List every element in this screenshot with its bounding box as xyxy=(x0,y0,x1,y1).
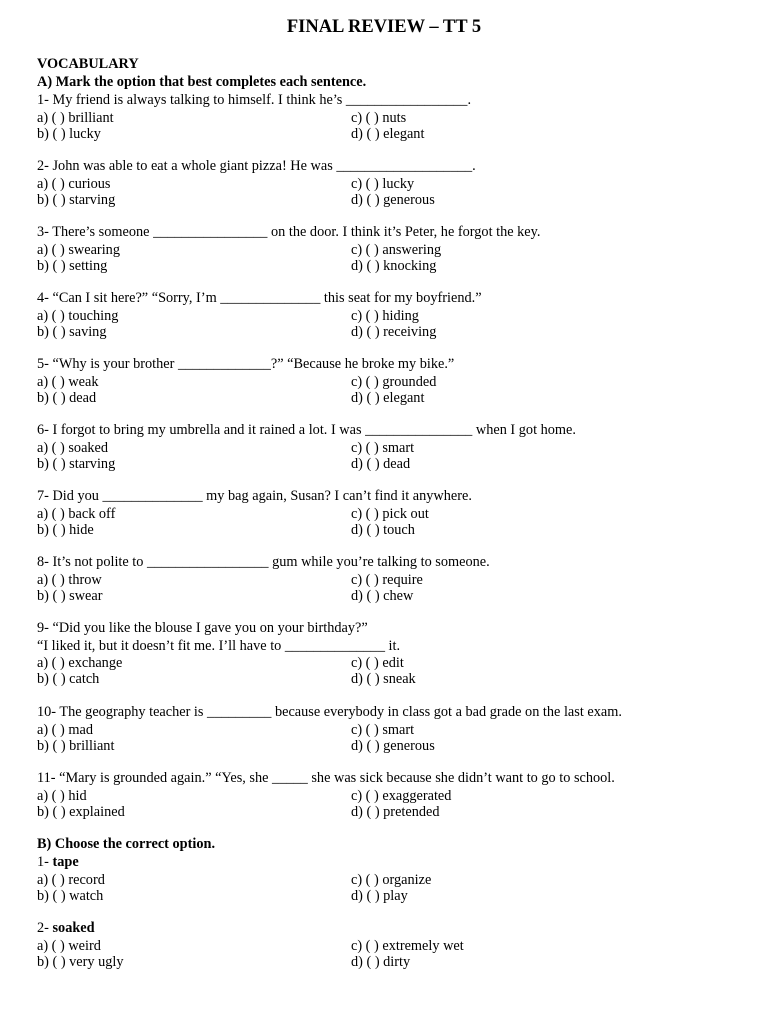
part-b-instruction: B) Choose the correct option. xyxy=(37,836,216,852)
option-c[interactable]: c) ( ) hiding xyxy=(351,307,419,324)
option-c[interactable]: c) ( ) smart xyxy=(351,439,415,456)
option-b[interactable]: b) ( ) setting xyxy=(37,257,108,274)
option-a[interactable]: a) ( ) mad xyxy=(37,721,93,738)
option-c[interactable]: c) ( ) exaggerated xyxy=(351,787,452,804)
option-b[interactable]: b) ( ) lucky xyxy=(37,125,101,142)
option-b[interactable]: b) ( ) very ugly xyxy=(37,953,124,970)
question-number: 1- xyxy=(37,854,53,870)
question-text: “I liked it, but it doesn’t fit me. I’ll have to ______________ it. xyxy=(37,637,401,654)
option-d[interactable]: d) ( ) generous xyxy=(351,737,435,754)
option-d[interactable]: d) ( ) dead xyxy=(351,455,411,472)
question-text: 4- “Can I sit here?” “Sorry, I’m ______________ this seat for my boyfriend.” xyxy=(37,290,482,306)
question-text: 7- Did you ______________ my bag again, Susan? I can’t find it anywhere. xyxy=(37,488,472,504)
option-d[interactable]: d) ( ) chew xyxy=(351,587,414,604)
question-text: 10- The geography teacher is _________ because everybody in class got a bad grade on the last exam. xyxy=(37,704,622,720)
option-b[interactable]: b) ( ) catch xyxy=(37,671,100,687)
option-b[interactable]: b) ( ) dead xyxy=(37,389,97,406)
option-c[interactable]: c) ( ) organize xyxy=(351,871,432,888)
option-d[interactable]: d) ( ) pretended xyxy=(351,803,440,820)
page-title: FINAL REVIEW – TT 5 xyxy=(286,17,482,37)
option-b[interactable]: b) ( ) explained xyxy=(37,803,125,820)
option-a[interactable]: a) ( ) touching xyxy=(37,307,119,324)
option-c[interactable]: c) ( ) lucky xyxy=(351,175,415,192)
option-d[interactable]: d) ( ) dirty xyxy=(351,953,411,970)
option-b[interactable]: b) ( ) starving xyxy=(37,455,116,472)
option-c[interactable]: c) ( ) answering xyxy=(351,241,442,258)
question-text: 11- “Mary is grounded again.” “Yes, she _____ she was sick because she didn’t want to go to school. xyxy=(37,770,615,786)
option-a[interactable]: a) ( ) brilliant xyxy=(37,109,114,126)
option-a[interactable]: a) ( ) record xyxy=(37,871,105,888)
question-prompt xyxy=(37,854,79,871)
option-b[interactable]: b) ( ) swear xyxy=(37,587,103,604)
question-text: 6- I forgot to bring my umbrella and it rained a lot. I was _______________ when I got home. xyxy=(37,422,576,438)
option-b[interactable]: b) ( ) watch xyxy=(37,887,104,904)
option-a[interactable]: a) ( ) weak xyxy=(37,373,99,390)
option-d[interactable]: d) ( ) receiving xyxy=(351,323,437,340)
question-text: 1- My friend is always talking to himself. I think he’s _________________. xyxy=(37,92,472,108)
option-d[interactable]: d) ( ) knocking xyxy=(351,257,437,274)
option-a[interactable]: a) ( ) back off xyxy=(37,505,116,522)
question-prompt xyxy=(37,920,95,937)
option-d[interactable]: d) ( ) sneak xyxy=(351,671,416,687)
option-a[interactable]: a) ( ) soaked xyxy=(37,439,109,456)
option-b[interactable]: b) ( ) saving xyxy=(37,323,107,340)
question-text: 8- It’s not polite to _________________ gum while you’re talking to someone. xyxy=(37,554,490,570)
question-word: soaked xyxy=(52,920,95,936)
part-a-instruction: A) Mark the option that best completes each sentence. xyxy=(37,74,367,90)
question-text: 9- “Did you like the blouse I gave you on your birthday?” xyxy=(37,620,368,636)
option-b[interactable]: b) ( ) hide xyxy=(37,521,94,538)
option-d[interactable]: d) ( ) touch xyxy=(351,521,415,538)
option-c[interactable]: c) ( ) nuts xyxy=(351,109,407,126)
question-text: 3- There’s someone ________________ on the door. I think it’s Peter, he forgot the key. xyxy=(37,224,541,240)
option-a[interactable]: a) ( ) throw xyxy=(37,571,102,588)
section-heading: VOCABULARY xyxy=(37,56,139,72)
option-a[interactable]: a) ( ) exchange xyxy=(37,655,123,671)
question-text: 5- “Why is your brother _____________?” “Because he broke my bike.” xyxy=(37,356,455,372)
question-number: 2- xyxy=(37,920,53,936)
option-a[interactable]: a) ( ) curious xyxy=(37,175,111,192)
option-d[interactable]: d) ( ) elegant xyxy=(351,389,425,406)
option-d[interactable]: d) ( ) elegant xyxy=(351,125,425,142)
option-c[interactable]: c) ( ) edit xyxy=(351,655,404,671)
question-text: 2- John was able to eat a whole giant pizza! He was ___________________. xyxy=(37,158,476,174)
option-a[interactable]: a) ( ) weird xyxy=(37,937,101,954)
option-c[interactable]: c) ( ) require xyxy=(351,571,423,588)
option-d[interactable]: d) ( ) generous xyxy=(351,191,435,208)
option-c[interactable]: c) ( ) grounded xyxy=(351,373,437,390)
option-c[interactable]: c) ( ) pick out xyxy=(351,505,429,522)
option-d[interactable]: d) ( ) play xyxy=(351,887,408,904)
option-a[interactable]: a) ( ) hid xyxy=(37,787,87,804)
option-c[interactable]: c) ( ) extremely wet xyxy=(351,937,464,954)
option-b[interactable]: b) ( ) brilliant xyxy=(37,737,115,754)
option-c[interactable]: c) ( ) smart xyxy=(351,721,415,738)
option-a[interactable]: a) ( ) swearing xyxy=(37,241,120,258)
option-b[interactable]: b) ( ) starving xyxy=(37,191,116,208)
question-word: tape xyxy=(52,854,79,870)
